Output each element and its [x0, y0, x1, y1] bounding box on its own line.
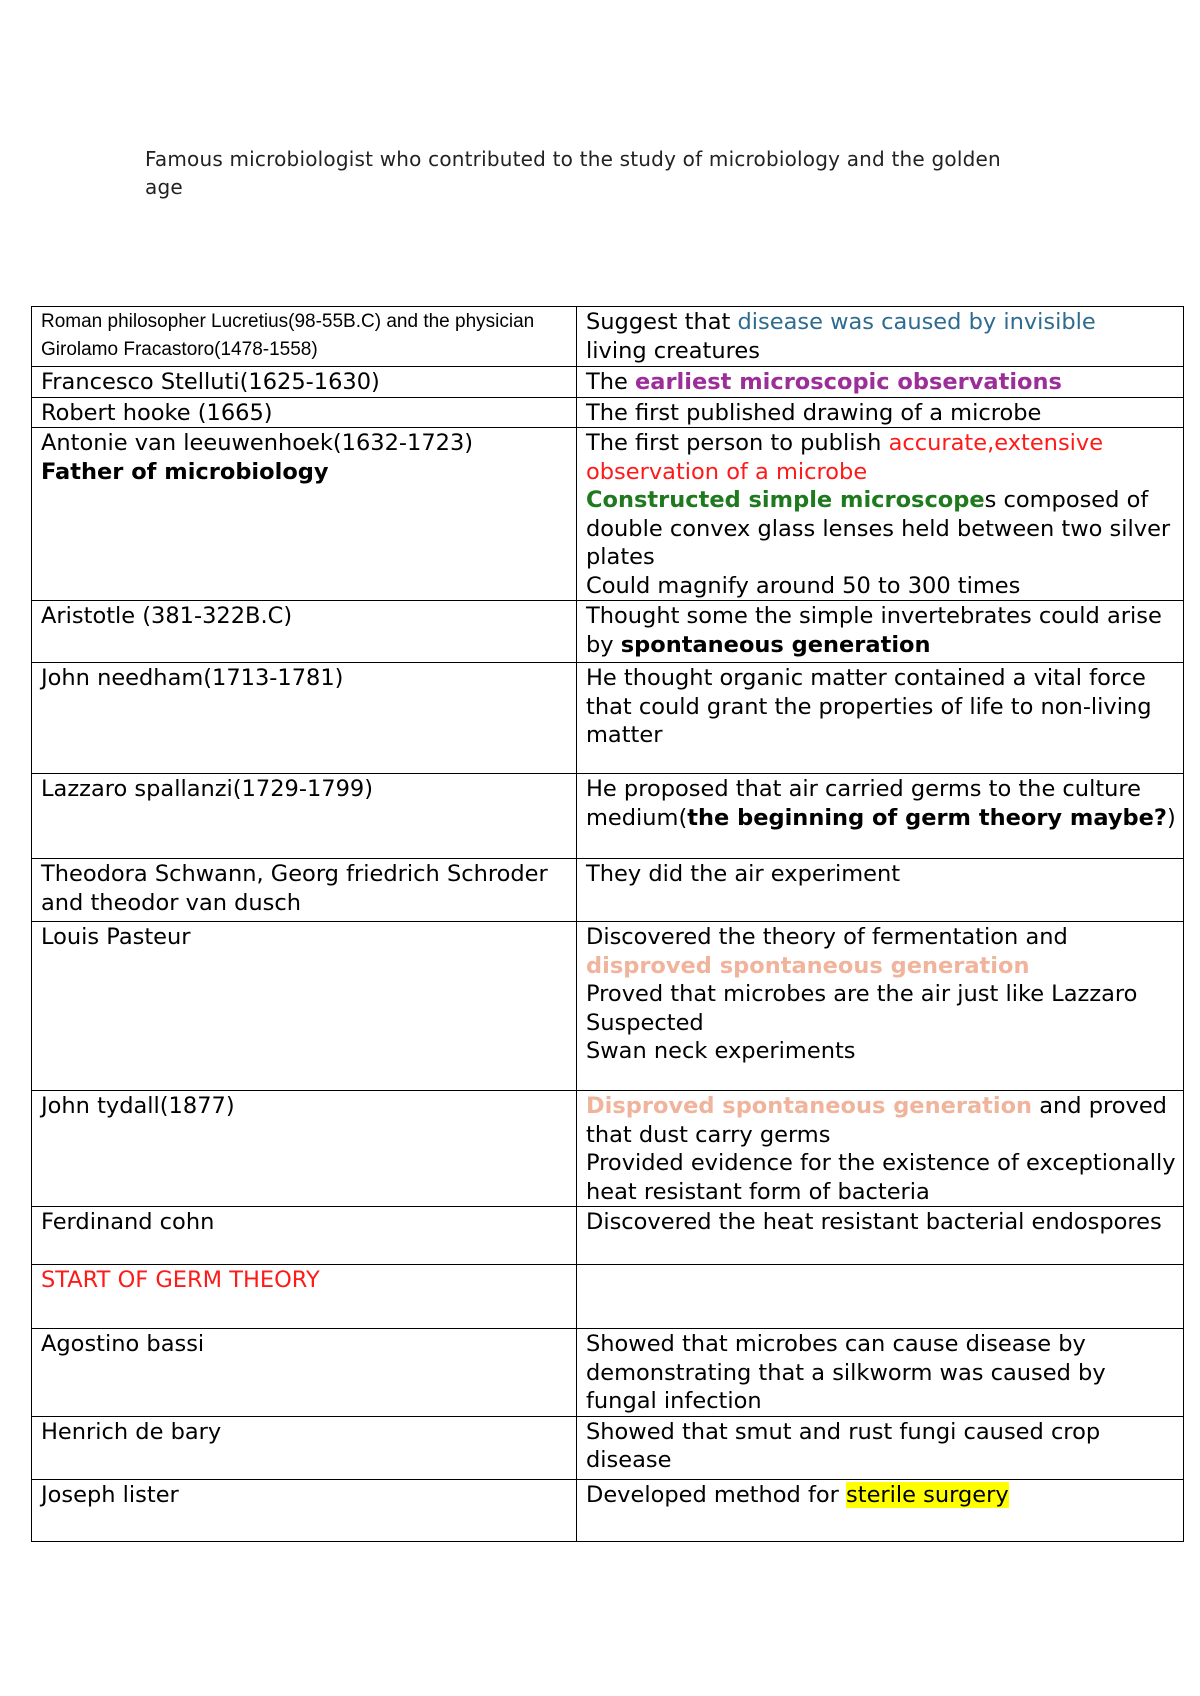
contribution-highlight-text: earliest microscopic observations	[635, 369, 1062, 395]
contribution	[577, 307, 1184, 367]
contribution-text: )	[1166, 804, 1176, 831]
contribution-highlight-text: Constructed simple microscope	[586, 487, 985, 513]
contribution	[577, 1479, 1184, 1541]
scientist-cell	[32, 428, 577, 601]
scientist-name: Theodora Schwann, Georg friedrich Schroder and theodor van dusch	[32, 859, 577, 922]
contribution-text: Developed method for	[586, 1481, 847, 1508]
scientist-name: Lazzaro spallanzi(1729-1799)	[32, 774, 577, 859]
table-row	[32, 1416, 1184, 1479]
contribution-highlight-text: disproved spontaneous generation	[586, 952, 1030, 979]
contribution-highlight-text: the beginning of germ theory maybe?	[687, 804, 1167, 831]
contribution: Showed that microbes can cause disease by demonstrating that a silkworm was caused by fungal infection	[577, 1329, 1184, 1417]
contribution-highlight-text: Disproved spontaneous generation	[586, 1093, 1033, 1119]
contribution-highlight-text: disease was caused by invisible	[737, 309, 1096, 335]
table-row	[32, 1265, 1184, 1329]
table-row	[32, 1479, 1184, 1541]
contribution	[577, 922, 1184, 1091]
scientist-name: Aristotle (381-322B.C)	[32, 601, 577, 663]
scientist-name: Agostino bassi	[32, 1329, 577, 1417]
contribution-text: Discovered the theory of fermentation and	[586, 924, 1068, 950]
contribution-text: Provided evidence for the existence of exceptionally heat resistant form of bacteria	[586, 1150, 1176, 1205]
contribution	[577, 774, 1184, 859]
table-row	[32, 307, 1184, 367]
contribution-text: Swan neck experiments	[586, 1038, 856, 1064]
scientist-name: Roman philosopher Lucretius(98-55B.C) and the physician Girolamo Fracastoro(1478-1558)	[32, 307, 577, 367]
contribution-highlight-text: sterile surgery	[846, 1481, 1009, 1508]
table-row	[32, 601, 1184, 663]
contribution-text: Proved that microbes are the air just like Lazzaro	[586, 981, 1138, 1007]
table-row	[32, 859, 1184, 922]
contribution-text: Thought some the simple invertebrates could arise by	[586, 603, 1162, 658]
table-row	[32, 922, 1184, 1091]
contribution-text: He proposed that air carried germs to the culture medium(	[586, 776, 1141, 831]
scientist-name: Robert hooke (1665)	[32, 397, 577, 428]
scientist-name: Antonie van leeuwenhoek(1632-1723)	[41, 430, 474, 456]
contribution	[577, 428, 1184, 601]
contribution	[577, 1091, 1184, 1207]
contribution	[577, 601, 1184, 663]
table-row	[32, 367, 1184, 398]
table-row	[32, 1091, 1184, 1207]
contribution: They did the air experiment	[577, 859, 1184, 922]
contribution: Showed that smut and rust fungi caused crop disease	[577, 1416, 1184, 1479]
table-row	[32, 397, 1184, 428]
contribution: Discovered the heat resistant bacterial endospores	[577, 1207, 1184, 1265]
contribution-text: s composed of double convex glass lenses held between two silver plates	[586, 487, 1171, 570]
contribution: He thought organic matter contained a vital force that could grant the properties of life to non-living matter	[577, 663, 1184, 774]
table-row	[32, 1207, 1184, 1265]
table-row	[32, 1329, 1184, 1417]
scientist-name: John tydall(1877)	[32, 1091, 577, 1207]
contribution-text: and proved that dust carry germs	[586, 1093, 1167, 1148]
contribution-text: The first person to publish	[586, 430, 889, 456]
contribution-highlight-text: spontaneous generation	[620, 631, 931, 658]
contribution-text: living creatures	[586, 337, 760, 364]
scientist-name: Louis Pasteur	[32, 922, 577, 1091]
scientist-name: Joseph lister	[32, 1479, 577, 1541]
contribution-text: Suggest that	[586, 309, 738, 335]
scientist-name: Henrich de bary	[32, 1416, 577, 1479]
scientist-title: Father of microbiology	[41, 458, 329, 485]
contribution: The first published drawing of a microbe	[577, 397, 1184, 428]
section-heading: START OF GERM THEORY	[32, 1265, 577, 1329]
scientist-name: Francesco Stelluti(1625-1630)	[32, 367, 577, 398]
table-row	[32, 663, 1184, 774]
contribution-text: Suspected	[586, 1009, 704, 1036]
contribution-text: Could magnify around 50 to 300 times	[586, 572, 1021, 599]
document-title: Famous microbiologist who contributed to the study of microbiology and the golden age	[145, 147, 1001, 199]
scientist-name: Ferdinand cohn	[32, 1207, 577, 1265]
contribution	[577, 367, 1184, 398]
scientist-name: John needham(1713-1781)	[32, 663, 577, 774]
table-row	[32, 774, 1184, 859]
contribution	[577, 1265, 1184, 1329]
contribution-highlight-text: accurate,extensive observation of a microbe	[586, 430, 1104, 485]
contribution-text: The	[586, 369, 635, 395]
table-row	[32, 428, 1184, 601]
microbiologists-table	[31, 306, 1184, 1542]
